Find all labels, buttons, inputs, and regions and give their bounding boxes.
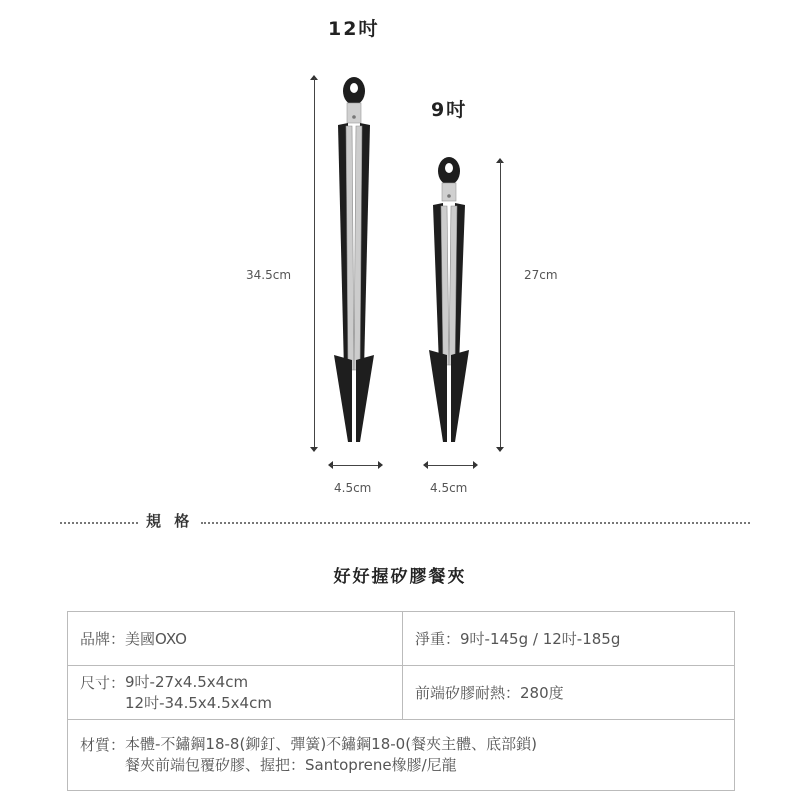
- spec-size-line1: 9吋-27x4.5x4cm: [125, 672, 249, 691]
- spec-brand: 品牌：美國OXO: [68, 612, 403, 666]
- spec-size-prefix: 尺寸：: [80, 673, 126, 692]
- spec-table: [67, 611, 735, 791]
- table-row: [68, 612, 735, 666]
- small-width-label: 4.5cm: [430, 481, 468, 495]
- section-title: 規 格: [146, 511, 194, 530]
- dimension-arrow-bottom: [310, 447, 318, 452]
- spec-material-line2: 餐夾前端包覆矽膠、握把：Santoprene橡膠/尼龍: [125, 756, 457, 774]
- product-name: 好好握矽膠餐夾: [333, 567, 467, 587]
- large-width-line: [331, 465, 379, 466]
- dotted-line-left: [60, 522, 138, 524]
- spec-material: [68, 720, 735, 791]
- small-length-label: 27cm: [524, 268, 558, 282]
- spec-section-divider: [60, 508, 750, 532]
- tongs-illustration: [320, 70, 520, 455]
- spec-weight: 淨重：9吋-145g / 12吋-185g: [403, 612, 735, 666]
- large-length-line: [314, 78, 315, 448]
- dimension-arrow-right: [473, 461, 478, 469]
- small-width-line: [426, 465, 474, 466]
- large-tongs-image: [334, 77, 374, 442]
- dimension-arrow-right: [378, 461, 383, 469]
- spec-material-prefix: 材質：: [80, 736, 126, 754]
- spec-heat: 前端矽膠耐熱：280度: [403, 666, 735, 720]
- small-size-label: 9吋: [431, 99, 468, 121]
- dotted-line-right: [201, 522, 750, 524]
- large-width-label: 4.5cm: [334, 481, 372, 495]
- large-size-label: 12吋: [328, 18, 380, 40]
- small-tongs-image: [429, 157, 469, 442]
- table-row: [68, 666, 735, 720]
- large-length-label: 34.5cm: [246, 268, 292, 282]
- table-row: [68, 720, 735, 791]
- spec-size-line2: 12吋-34.5x4.5x4cm: [125, 693, 272, 712]
- spec-size: [68, 666, 403, 720]
- spec-material-line1: 本體-不鏽鋼18-8(鉚釘、彈簧)不鏽鋼18-0(餐夾主體、底部鎖): [125, 735, 537, 753]
